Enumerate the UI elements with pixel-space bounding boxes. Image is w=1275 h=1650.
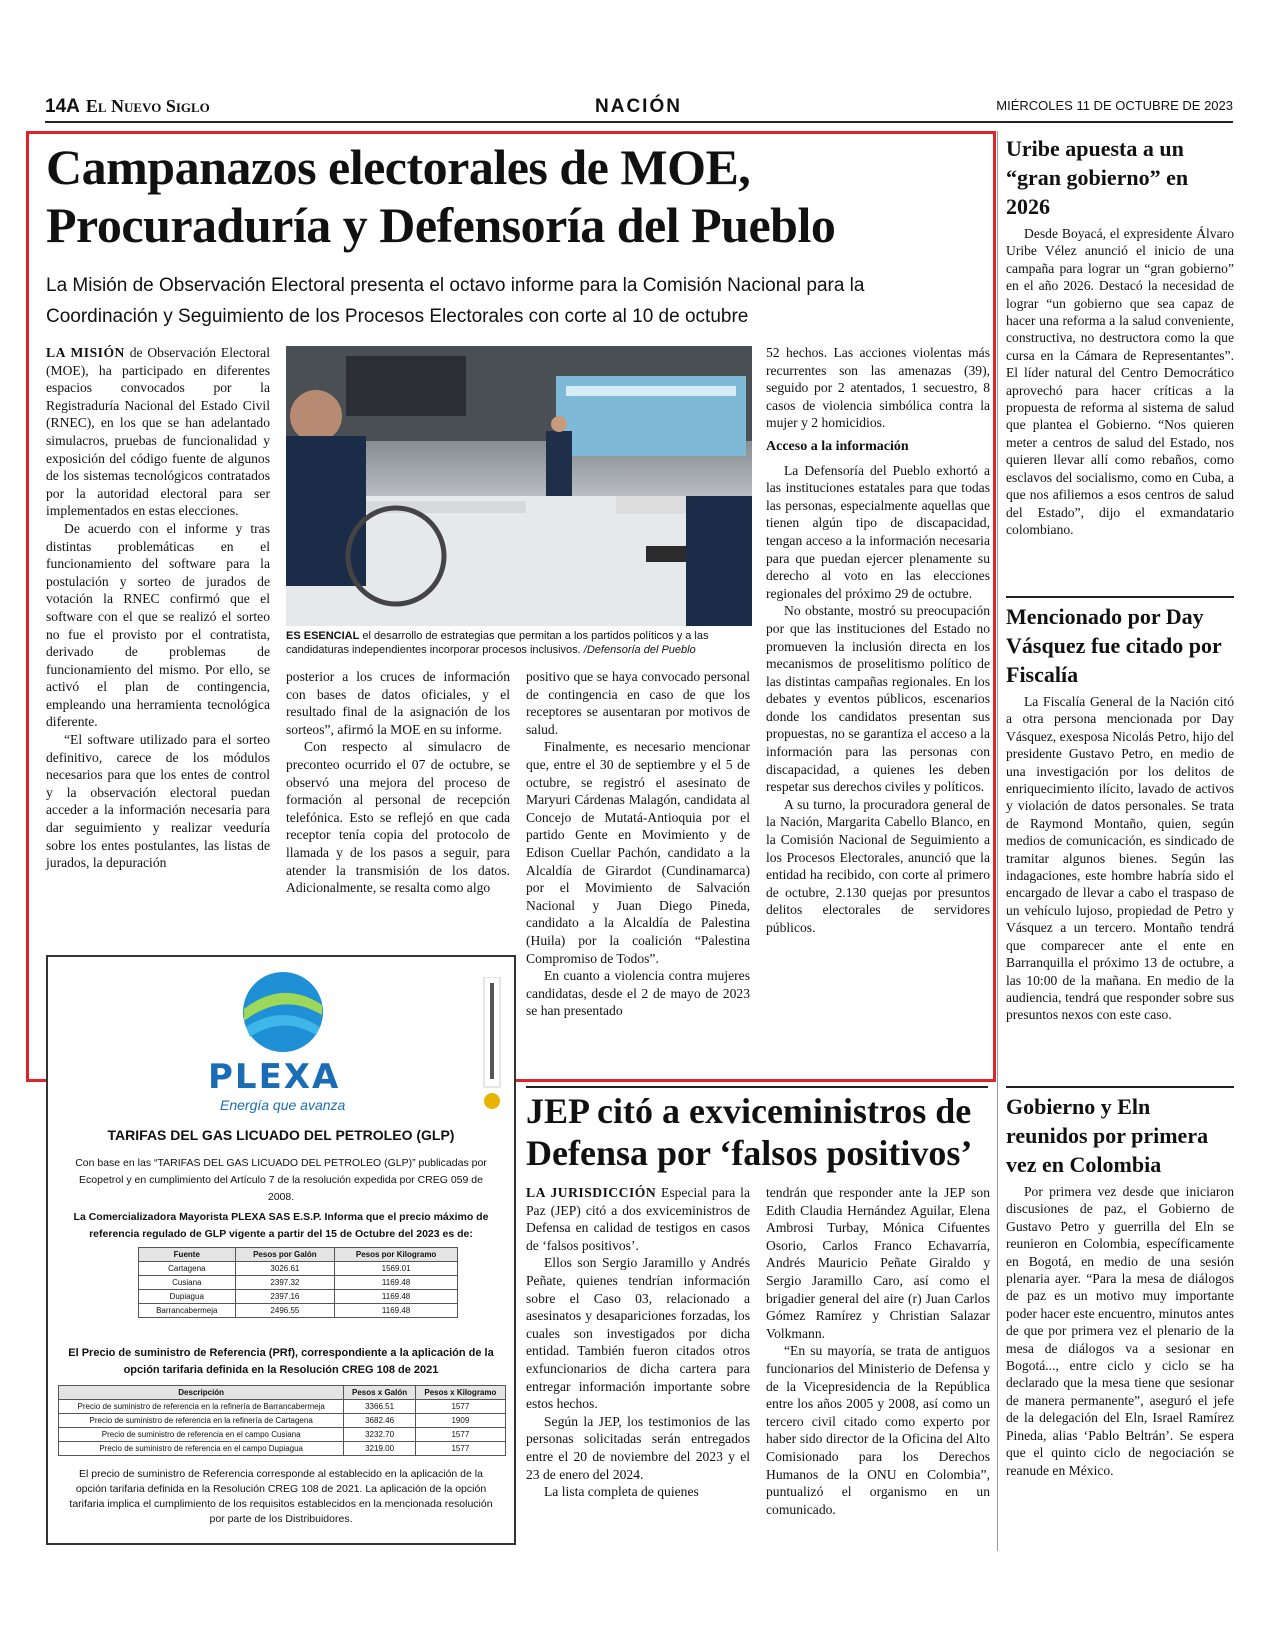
photo-caption — [286, 629, 752, 657]
table-cell: 1169.48 — [335, 1304, 458, 1318]
table-cell: 2397.32 — [235, 1276, 335, 1290]
ad-brand: PLEXA — [208, 1057, 341, 1097]
superservicios-seal-icon — [480, 977, 504, 1117]
paragraph: de Observación Electoral (MOE), ha participado en diferentes espacios convocados por la Registraduría Nacional del Estado Civil (RNEC), en los que se han adelantado simulacros, pruebas de funcionalidad y exposición del código fuente de algunos de los sistemas tecnológicos contratados por la autoridad electoral para ser implementados en estas elecciones. — [46, 345, 270, 519]
jep-headline: JEP citó a exviceministros de Defensa por ‘falsos positivos’ — [526, 1091, 973, 1173]
paragraph: La lista completa de quienes — [544, 1484, 699, 1500]
tariff-table — [138, 1247, 458, 1318]
ad-slogan: Energía que avanza — [220, 1097, 346, 1113]
main-column-4 — [766, 344, 990, 937]
paragraph: Según la JEP, los testimonios de las personas solicitadas serán entregados entre el 20 de noviembre del 2023 y el 23 de enero del 2024. — [526, 1413, 750, 1482]
table-header: Pesos x Galón — [344, 1386, 415, 1400]
paragraph: posterior a los cruces de información con bases de datos oficiales, y el resultado final de la asignación de los sorteos”, afirmó la MOE en su informe. — [286, 669, 510, 737]
paragraph: La Defensoría del Pueblo exhortó a las instituciones estatales para que todas las personas, especialmente aquellas que tienen algún tipo de discapacidad, tengan acceso a la información necesaria para que puedan ejercer plenamente su derecho al voto en las elecciones regionales del próximo 29 de octubre. — [766, 462, 990, 601]
sidebar-headline: Mencionado por Day Vásquez fue citado por Fiscalía — [1006, 604, 1222, 687]
paragraph: positivo que se haya convocado personal de contingencia en caso de que los receptores se ausentaran por motivos de salud. — [526, 669, 750, 737]
table-cell: 3026.61 — [235, 1262, 335, 1276]
paragraph: 52 hechos. Las acciones violentas más recurrentes son las amenazas (39), seguido por 2 atentados, 1 secuestro, 8 casos de violencia simbólica contra la mujer y 2 homicidios. — [766, 345, 990, 431]
table-header: Pesos por Galón — [235, 1248, 335, 1262]
sidebar-divider — [1006, 596, 1234, 598]
table-cell: Cusiana — [139, 1276, 236, 1290]
table-row — [139, 1262, 458, 1276]
table-row — [139, 1276, 458, 1290]
sidebar-story-fiscalia — [1006, 602, 1234, 1024]
issue-date: MIÉRCOLES 11 DE OCTUBRE DE 2023 — [996, 98, 1233, 113]
table-cell: 3682.46 — [344, 1414, 415, 1428]
sidebar-divider — [1006, 1086, 1234, 1088]
paragraph: “En su mayoría, se trata de antiguos funcionarios del Ministerio de Defensa y de la Vicepresidencia de la República entre los años 2005 y 2008, así como un tercero civil citado como experto por haber sido director de la Oficina del Alto Comisionado para los Derechos Humanos de la ONU en Colombia”, puntualizó el organismo en un comunicado. — [766, 1343, 990, 1517]
sidebar-story-eln — [1006, 1092, 1234, 1479]
sidebar-story-uribe — [1006, 134, 1234, 538]
table-header: Pesos por Kilogramo — [335, 1248, 458, 1262]
photo-illustration — [286, 346, 752, 626]
table-cell: 1169.48 — [335, 1276, 458, 1290]
main-column-3 — [526, 668, 750, 1020]
ad-footer: El precio de suministro de Referencia corresponde al establecido en la aplicación de la opción tarifaria definida en la Resolución CREG 108 de 2021. La aplicación de la opción tarifaria implica el cumplimiento de los requisitos establecidos en la mencionada resolución por parte de los Distribuidores. — [69, 1468, 493, 1525]
paragraph: tendrán que responder ante la JEP son Edith Claudia Hernández Aguilar, Elena Ambrosi Turbay, Mónica Cifuentes Osorio, Carlos Franco Echavarría, Andrés Mauricio Peñate Giraldo y Sergio Jaramillo Caro, así como el brigadier general del aire (r) Juan Carlos Gómez Ramírez y Christian Salazar Volkmann. — [766, 1185, 990, 1341]
table-row — [139, 1304, 458, 1318]
section-name: NACIÓN — [595, 96, 682, 117]
table-row — [139, 1290, 458, 1304]
section-subhead: Acceso a la información — [766, 438, 909, 454]
table-row — [59, 1428, 506, 1442]
table-cell: Precio de suministro de referencia en la refinería de Cartagena — [59, 1414, 344, 1428]
table-row — [59, 1400, 506, 1414]
table-cell: 3232.70 — [344, 1428, 415, 1442]
paragraph: Desde Boyacá, el expresidente Álvaro Uribe Vélez anunció el inicio de una campaña para lograr un “gran gobierno” en el año 2026. Destacó la necesidad de lograr “un gobierno que sea capaz de hacer una reforma a la salud conveniente, constructiva, no destructora como la que cursa en la Cámara de Representantes”. El líder natural del Centro Democrático aprovechó para hacer críticas a la propuesta de reforma al sistema de salud que plantea el Gobierno. “Nos quieren meter a centros de salud del Estado, nos quieren llevar allí como rebaños, como esclavos del socialismo, como en Cuba, a que nos afiliemos a esos centros de salud del Estado”, dijo el exmandatario colombiano. — [1006, 226, 1234, 537]
table-cell: Cartagena — [139, 1262, 236, 1276]
table-cell: 1909 — [415, 1414, 505, 1428]
paragraph: La Fiscalía General de la Nación citó a otra persona mencionada por Day Vásquez, exesposa Nicolás Petro, hijo del presidente Gustavo Petro, en medio de una investigación por los delitos de enriquecimiento ilícito, lavado de activos y violación de datos personales. Se trata de Raymond Montaño, quien, según medios de comunicación, es sindicado de tramitar algunos bienes. Según las indagaciones, este hombre habría sido el encargado de llevar a cabo el traspaso de un vehículo lujoso, propiedad de Petro y Vásquez a un tercero. Montaño tendrá que comparecer ante el ente en Barranquilla el próximo 13 de octubre, a las 10:00 de la mañana. En medio de la audiencia, tendrá que responder sobre sus presuntos nexos con este caso. — [1006, 694, 1234, 1023]
table-cell: Barrancabermeja — [139, 1304, 236, 1318]
paragraph: A su turno, la procuradora general de la Nación, Margarita Cabello Blanco, en la Comisión Nacional de Seguimiento a los Procesos Electorales, anunció que la entidad ha recibido, con corte al primero de octubre, 2.130 quejas por presuntos delitos electorales de servidores públicos. — [766, 796, 990, 935]
table-header: Pesos x Kilogramo — [415, 1386, 505, 1400]
masthead-rule — [45, 121, 1233, 123]
main-column-1 — [46, 344, 270, 872]
table-cell: Dupiagua — [139, 1290, 236, 1304]
table-cell: 2397.16 — [235, 1290, 335, 1304]
caption-text: el desarrollo de estrategias que permitan a los partidos políticos y a las candidaturas independientes incorporar procesos inclusivos. — [286, 630, 709, 656]
table-row — [59, 1442, 506, 1456]
ad-title: TARIFAS DEL GAS LICUADO DEL PETROLEO (GLP) — [107, 1127, 455, 1143]
paragraph: “El software utilizado para el sorteo definitivo, carece de los módulos necesarios para que los entes de control y la observación electoral puedan acceder a la información necesaria para dar seguimiento y realizar veeduría sobre los entes postulantes, las listas de jurados, la depuración — [46, 732, 270, 871]
ad-notice: La Comercializadora Mayorista PLEXA SAS E.S.P. Informa que el precio máximo de referencia regulado de GLP vigente a partir del 15 de Octubre del 2023 es de: — [73, 1211, 489, 1240]
sidebar-rule — [997, 131, 998, 1551]
page-number: 14A — [45, 96, 80, 117]
paragraph: Ellos son Sergio Jaramillo y Andrés Peñate, quienes tendrían información sobre el Caso 03, relacionado a asesinatos y desapariciones forzadas, los cuales son investigados por dicha entidad. También fueron citados otros exfuncionarios de dicha cartera para entregar información importante sobre estos hechos. — [526, 1255, 750, 1412]
jep-column-1 — [526, 1184, 750, 1501]
main-deck: La Misión de Observación Electoral presenta el octavo informe para la Comisión Nacional para la Coordinación y Seguimiento de los Procesos Electorales con corte al 10 de octubre — [46, 275, 865, 327]
paragraph: Por primera vez desde que iniciaron discusiones de paz, el Gobierno de Gustavo Petro y guerrilla del Eln se reunieron en Colombia, específicamente en Bogotá, en medio de una sesión plenaria ayer. “Para la mesa de diálogos de paz es un motivo muy importante poder hacer este encuentro, minutos antes de que por primera vez el plenario de la mesa de diálogos va a sesionar en Bogotá..., entre ciclo y ciclo se ha declarado que la mesa tiene que sesionar de manera permanente”, aseguró el jefe de la delegación del Eln, Israel Ramírez Pineda, alias ‘Pablo Beltrán’. Se espera que el quinto ciclo de negociación se reanude en México. — [1006, 1184, 1234, 1478]
table-row — [59, 1414, 506, 1428]
jep-rule — [526, 1086, 988, 1088]
paragraph: No obstante, mostró su preocupación por que las instituciones del Estado no promueven la inclusión directa en los mecanismos de proselitismo político de las distintas campañas regionales. En los debates y eventos públicos, escenarios donde los candidatos presentan sus propuestas, no se garantiza el acceso a la información para las personas con discapacidad, a quienes les deben respetar sus derechos civiles y políticos. — [766, 603, 990, 795]
main-headline: Campanazos electorales de MOE, Procuraduría y Defensoría del Pueblo — [46, 139, 836, 253]
photo-credit: /Defensoría del Pueblo — [580, 644, 696, 656]
lead-in: LA JURISDICCIÓN — [526, 1185, 657, 1200]
sidebar-headline: Gobierno y Eln reunidos por primera vez en Colombia — [1006, 1094, 1209, 1177]
table-cell: 1577 — [415, 1442, 505, 1456]
prf-table — [58, 1385, 506, 1456]
table-cell: 1169.48 — [335, 1290, 458, 1304]
table-cell: 1577 — [415, 1428, 505, 1442]
table-cell: 2496.55 — [235, 1304, 335, 1318]
masthead-left — [45, 96, 210, 118]
caption-lead: ES ESENCIAL — [286, 630, 360, 642]
lead-in: LA MISIÓN — [46, 345, 125, 360]
table-cell: Precio de suministro de referencia en el campo Cusiana — [59, 1428, 344, 1442]
paragraph: De acuerdo con el informe y tras distintas problemáticas en el funcionamiento del software para la postulación y sorteo de jurados de votación la RNEC confirmó que el software con el que se realizó el sorteo no fue el provisto por el contratista, derivado de problemas de funcionamiento del mismo. Por ello, se activó el plan de contingencia, empleando una herramienta tecnológica diferente. — [46, 520, 270, 730]
table-cell: Precio de suministro de referencia en la refinería de Barrancabermeja — [59, 1400, 344, 1414]
paragraph: Con respecto al simulacro de preconteo ocurrido el 07 de octubre, se observó una mejora del proceso de formación al personal de recepción telefónica. Esto se reflejó en que cada receptor tenía copia del protocolo de llamada y de los pasos a seguir, para atender la transmisión de los datos. Adicionalmente, se resalta como algo — [286, 739, 510, 896]
table-cell: 1569.01 — [335, 1262, 458, 1276]
table-header: Descripción — [59, 1386, 344, 1400]
prf-title: El Precio de suministro de Referencia (PRf), correspondiente a la aplicación de la opción tarifaria definida en la Resolución CREG 108 de 2021 — [68, 1347, 494, 1376]
sidebar-headline: Uribe apuesta a un “gran gobierno” en 2026 — [1006, 136, 1189, 219]
paragraph: Finalmente, es necesario mencionar que, entre el 30 de septiembre y el 5 de octubre, se registró el asesinato de Maryuri Cárdenas Malagón, candidata al Concejo de Mutatá-Antioquia por el partido Gente en Movimiento y de Edison Cuellar Pachón, candidato a la Alcaldía de Girardot (Cundinamarca) por el Movimiento de Salvación Nacional y Juan Diego Pineda, candidato a la Alcaldía de Palestina (Huila) por la coalición “Palestina Compromiso de Todos”. — [526, 739, 750, 966]
table-cell: 1577 — [415, 1400, 505, 1414]
table-cell: 3366.51 — [344, 1400, 415, 1414]
gas-tariff-ad — [46, 955, 516, 1545]
masthead — [45, 96, 1233, 118]
table-header: Fuente — [139, 1248, 236, 1262]
table-cell: 3219.00 — [344, 1442, 415, 1456]
table-cell: Precio de suministro de referencia en el campo Dupiagua — [59, 1442, 344, 1456]
newspaper-name: El Nuevo Siglo — [85, 96, 210, 116]
article-photo — [286, 346, 752, 626]
ad-intro: Con base en las “TARIFAS DEL GAS LICUADO DEL PETROLEO (GLP)” publicadas por Ecopetrol y en cumplimiento del Artículo 7 de la resolución expedida por CREG 059 de 2008. — [75, 1157, 487, 1203]
paragraph: En cuanto a violencia contra mujeres candidatas, desde el 2 de mayo de 2023 se han presentado — [526, 968, 750, 1019]
main-column-2 — [286, 668, 510, 897]
plexa-logo-icon — [238, 969, 328, 1055]
paragraph: Especial para la Paz (JEP) citó a dos exviceministros de Defensa en calidad de testigos en casos de ‘falsos positivos’. — [526, 1185, 750, 1253]
jep-column-2 — [766, 1184, 990, 1518]
